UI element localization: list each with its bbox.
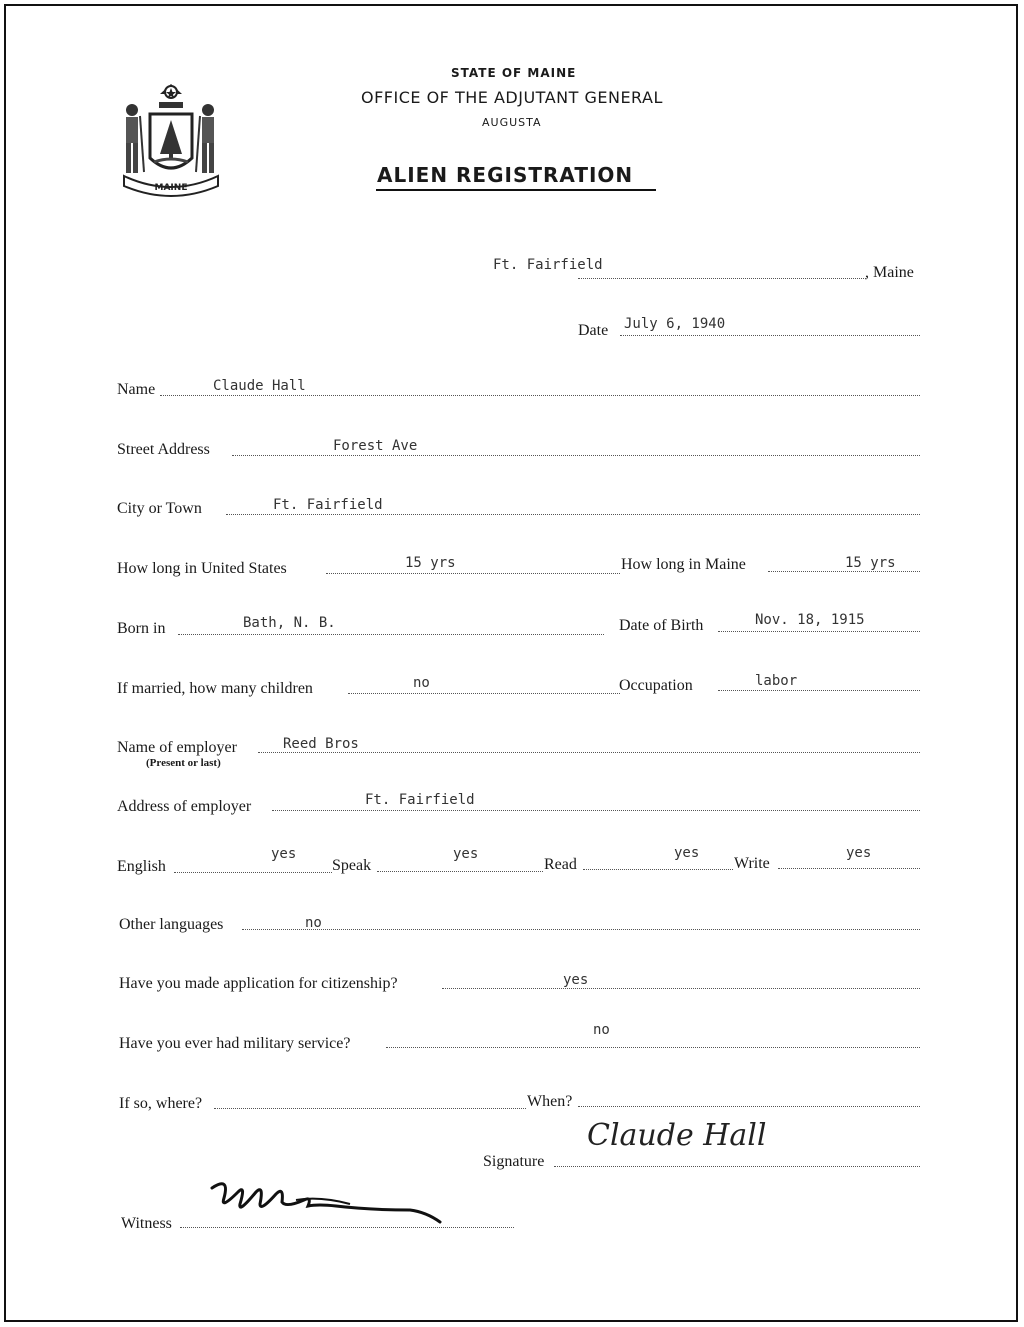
read-label: Read <box>544 856 577 873</box>
city-heading: AUGUSTA <box>482 116 542 129</box>
when-line <box>578 1106 920 1107</box>
born-in-line <box>178 634 604 635</box>
employer-address-value: Ft. Fairfield <box>365 792 475 808</box>
dob-value: Nov. 18, 1915 <box>755 612 865 628</box>
how-long-us-value: 15 yrs <box>405 555 456 571</box>
name-label: Name <box>117 381 156 398</box>
military-label: Have you ever had military service? <box>119 1035 351 1052</box>
born-in-label: Born in <box>117 620 166 637</box>
city-label: City or Town <box>117 500 202 517</box>
speak-line <box>377 871 543 872</box>
street-line <box>232 455 920 456</box>
english-label: English <box>117 858 166 875</box>
other-languages-label: Other languages <box>119 916 224 933</box>
date-value: July 6, 1940 <box>624 316 726 332</box>
other-languages-line <box>242 929 920 930</box>
military-value: no <box>593 1022 610 1038</box>
employer-label: Name of employer <box>117 739 237 756</box>
office-heading: OFFICE OF THE ADJUTANT GENERAL <box>361 88 663 107</box>
dob-label: Date of Birth <box>619 617 704 634</box>
occupation-line <box>718 690 920 691</box>
how-long-maine-value: 15 yrs <box>845 555 896 571</box>
title-underline <box>376 189 656 191</box>
other-languages-value: no <box>305 915 322 931</box>
place-line <box>578 278 866 279</box>
children-line <box>348 693 620 694</box>
street-value: Forest Ave <box>333 438 418 454</box>
citizenship-value: yes <box>563 972 589 988</box>
maine-seal-logo <box>112 80 230 202</box>
born-in-value: Bath, N. B. <box>243 615 336 631</box>
state-heading: STATE OF MAINE <box>451 66 577 80</box>
citizenship-label: Have you made application for citizenship? <box>119 975 398 992</box>
where-line <box>214 1108 526 1109</box>
signature-label: Signature <box>483 1153 545 1170</box>
speak-value: yes <box>453 846 479 862</box>
employer-value: Reed Bros <box>283 736 359 752</box>
how-long-us-line <box>326 573 620 574</box>
name-value: Claude Hall <box>213 378 306 394</box>
children-label: If married, how many children <box>117 680 313 697</box>
how-long-maine-line <box>768 571 920 572</box>
city-value: Ft. Fairfield <box>273 497 383 513</box>
witness-label: Witness <box>121 1215 172 1232</box>
place-value: Ft. Fairfield <box>493 257 603 273</box>
english-line <box>174 872 332 873</box>
citizenship-line <box>442 988 920 989</box>
children-value: no <box>413 675 430 691</box>
street-label: Street Address <box>117 441 210 458</box>
employer-address-line <box>272 810 920 811</box>
dob-line <box>718 631 920 632</box>
where-label: If so, where? <box>119 1095 203 1112</box>
military-line <box>386 1047 920 1048</box>
date-line <box>620 335 920 336</box>
signature-value: Claude Hall <box>587 1118 767 1153</box>
place-suffix: , Maine <box>865 264 914 281</box>
speak-label: Speak <box>332 857 372 874</box>
date-label: Date <box>578 322 609 339</box>
employer-line <box>258 752 920 753</box>
occupation-label: Occupation <box>619 677 693 694</box>
write-value: yes <box>846 845 872 861</box>
occupation-value: labor <box>755 673 798 689</box>
city-line <box>226 514 920 515</box>
name-line <box>160 395 920 396</box>
write-label: Write <box>734 855 770 872</box>
when-label: When? <box>527 1093 573 1110</box>
employer-address-label: Address of employer <box>117 798 252 815</box>
employer-sublabel: (Present or last) <box>146 757 221 769</box>
how-long-maine-label: How long in Maine <box>621 556 746 573</box>
witness-signature-scrawl <box>200 1170 450 1230</box>
english-value: yes <box>271 846 297 862</box>
read-value: yes <box>674 845 700 861</box>
how-long-us-label: How long in United States <box>117 560 287 577</box>
write-line <box>778 868 920 869</box>
form-title: ALIEN REGISTRATION <box>377 163 634 187</box>
read-line <box>583 869 733 870</box>
signature-line <box>554 1166 920 1167</box>
seal-text: MAINE <box>154 183 188 193</box>
